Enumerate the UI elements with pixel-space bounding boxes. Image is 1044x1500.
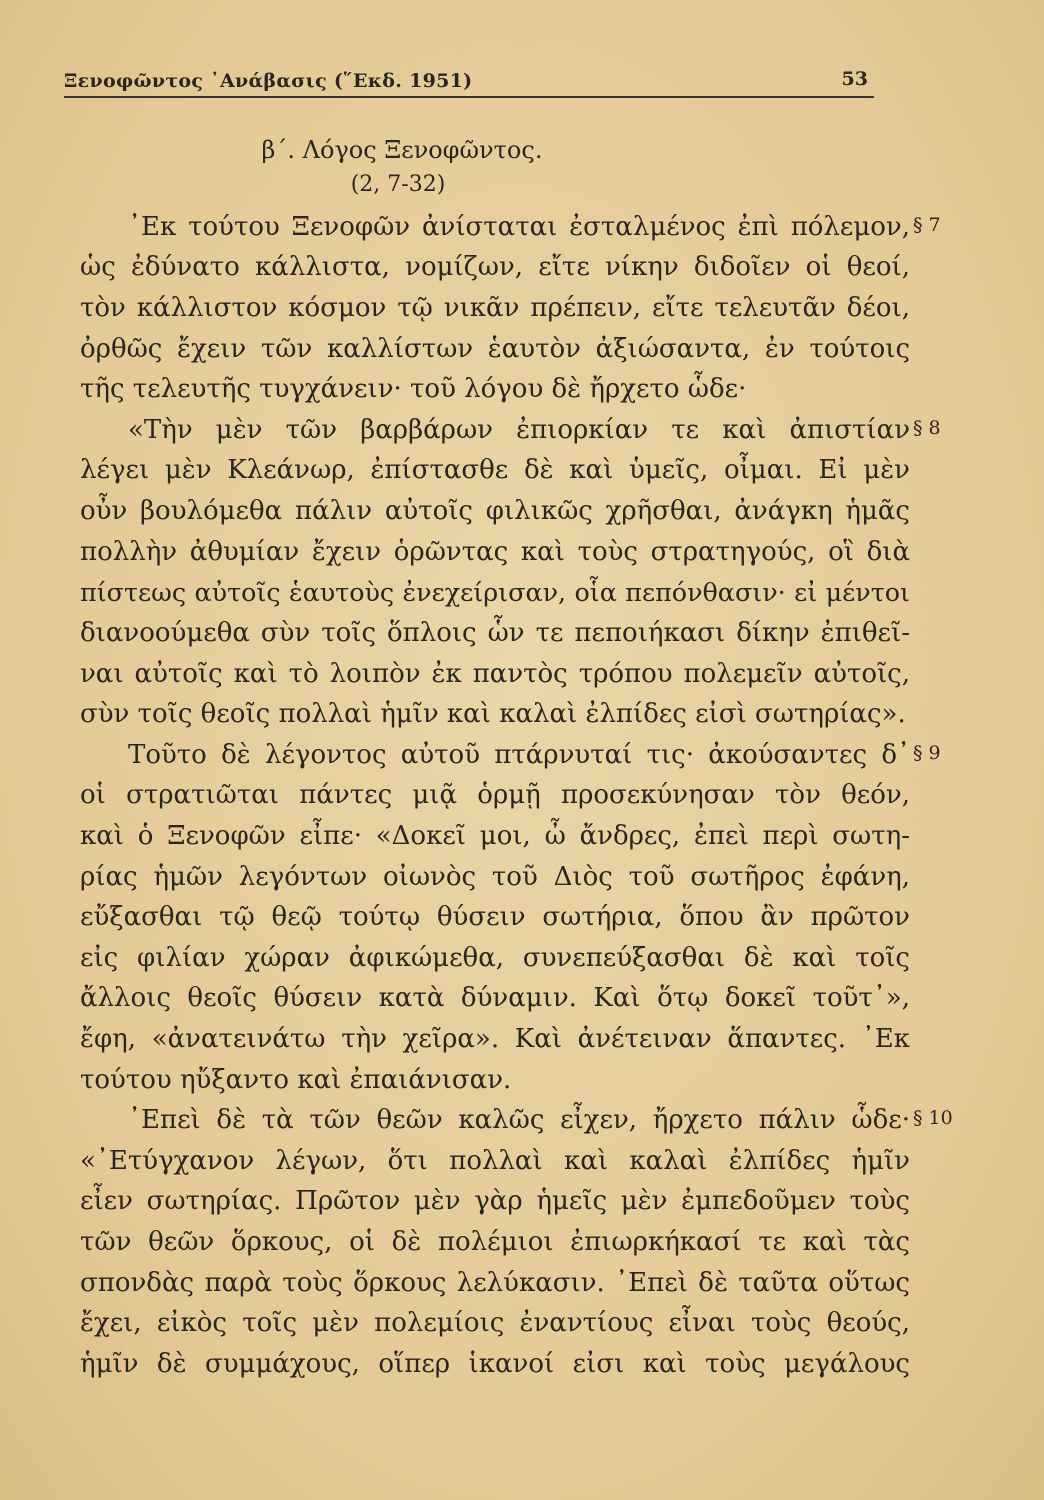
section-marker: § 7 bbox=[913, 214, 941, 236]
text-line: σπονδὰς παρὰ τοὺς ὅρκους λελύκασιν. ᾿Επεὶ δὲ ταῦτα οὕτως bbox=[80, 1268, 910, 1298]
text-line: καὶ ὁ Ξενοφῶν εἶπε· «Δοκεῖ μοι, ὦ ἄνδρες, ἐπεὶ περὶ σωτη- bbox=[80, 821, 910, 851]
text-line: διανοούμεθα σὺν τοῖς ὅπλοις ὧν τε πεποιήκασι δίκην ἐπιθεῖ- bbox=[80, 618, 910, 648]
section-marker: § 10 bbox=[913, 1107, 953, 1129]
text-line: Τοῦτο δὲ λέγοντος αὐτοῦ πτάρνυταί τις· ἀκούσαντες δ᾿ bbox=[128, 740, 910, 770]
text-line: ναι αὐτοῖς καὶ τὸ λοιπὸν ἐκ παντὸς τρόπου πολεμεῖν αὐτοῖς, bbox=[80, 659, 910, 689]
text-line: τῆς τελευτῆς τυγχάνειν· τοῦ λόγου δὲ ἤρχετο ὧδε· bbox=[80, 374, 747, 404]
text-line: τούτου ηὔξαντο καὶ ἐπαιάνισαν. bbox=[80, 1065, 512, 1095]
running-header bbox=[64, 62, 874, 98]
text-line: λέγει μὲν Κλεάνωρ, ἐπίστασθε δὲ καὶ ὑμεῖς, οἶμαι. Εἰ μὲν bbox=[80, 455, 910, 485]
text-line: εἶεν σωτηρίας. Πρῶτον μὲν γὰρ ἡμεῖς μὲν ἐμπεδοῦμεν τοὺς bbox=[80, 1186, 910, 1216]
section-title: β΄. Λόγος Ξενοφῶντος. bbox=[261, 136, 543, 164]
page-number: 53 bbox=[841, 68, 868, 90]
section-marker: § 9 bbox=[913, 742, 941, 764]
section-reference: (2, 7-32) bbox=[350, 172, 446, 197]
text-line: τὸν κάλλιστον κόσμον τῷ νικᾶν πρέπειν, εἴτε τελευτᾶν δέοι, bbox=[80, 293, 910, 323]
text-line: ρίας ἡμῶν λεγόντων οἰωνὸς τοῦ Διὸς τοῦ σωτῆρος ἐφάνη, bbox=[80, 862, 910, 892]
running-title: Ξενοφῶντος ᾿Ανάβασις (῞Εκδ. 1951) bbox=[64, 70, 473, 92]
text-line: οἱ στρατιῶται πάντες μιᾷ ὁρμῇ προσεκύνησαν τὸν θεόν, bbox=[80, 780, 910, 810]
text-line: ἔφη, «ἀνατεινάτω τὴν χεῖρα». Καὶ ἀνέτειναν ἅπαντες. ᾿Εκ bbox=[80, 1024, 910, 1054]
text-line: «᾿Ετύγχανον λέγων, ὅτι πολλαὶ καὶ καλαὶ ἐλπίδες ἡμῖν bbox=[80, 1146, 910, 1176]
text-line: «Τὴν μὲν τῶν βαρβάρων ἐπιορκίαν τε καὶ ἀπιστίαν bbox=[128, 415, 910, 445]
text-line: τῶν θεῶν ὅρκους, οἱ δὲ πολέμιοι ἐπιωρκήκασί τε καὶ τὰς bbox=[80, 1227, 910, 1257]
text-line: εὔξασθαι τῷ θεῷ τούτῳ θύσειν σωτήρια, ὅπου ἂν πρῶτον bbox=[80, 902, 910, 932]
text-line: ᾿Εκ τούτου Ξενοφῶν ἀνίσταται ἐσταλμένος ἐπὶ πόλεμον, bbox=[128, 212, 910, 242]
text-line: πίστεως αὐτοῖς ἑαυτοὺς ἐνεχείρισαν, οἷα πεπόνθασιν· εἰ μέντοι bbox=[80, 577, 910, 607]
text-line: ἡμῖν δὲ συμμάχους, οἵπερ ἱκανοί εἰσι καὶ τοὺς μεγάλους bbox=[80, 1349, 910, 1379]
section-marker: § 8 bbox=[913, 417, 941, 439]
text-line: ἔχει, εἰκὸς τοῖς μὲν πολεμίοις ἐναντίους εἶναι τοὺς θεούς, bbox=[80, 1308, 910, 1338]
text-line: ᾿Επεὶ δὲ τὰ τῶν θεῶν καλῶς εἶχεν, ἤρχετο πάλιν ὧδε· bbox=[128, 1105, 910, 1135]
text-line: ὡς ἐδύνατο κάλλιστα, νομίζων, εἴτε νίκην διδοῖεν οἱ θεοί, bbox=[80, 252, 910, 282]
text-line: εἰς φιλίαν χώραν ἀφικώμεθα, συνεπεύξασθαι δὲ καὶ τοῖς bbox=[80, 943, 910, 973]
text-line: οὖν βουλόμεθα πάλιν αὐτοῖς φιλικῶς χρῆσθαι, ἀνάγκη ἡμᾶς bbox=[80, 496, 910, 526]
text-line: ἄλλοις θεοῖς θύσειν κατὰ δύναμιν. Καὶ ὅτῳ δοκεῖ τοῦτ᾿», bbox=[80, 983, 910, 1013]
text-line: πολλὴν ἀθυμίαν ἔχειν ὁρῶντας καὶ τοὺς στρατηγούς, οἳ διὰ bbox=[80, 537, 910, 567]
text-line: σὺν τοῖς θεοῖς πολλαὶ ἡμῖν καὶ καλαὶ ἐλπίδες εἰσὶ σωτηρίας». bbox=[80, 699, 906, 729]
text-line: ὀρθῶς ἔχειν τῶν καλλίστων ἑαυτὸν ἀξιώσαντα, ἐν τούτοις bbox=[80, 334, 910, 364]
